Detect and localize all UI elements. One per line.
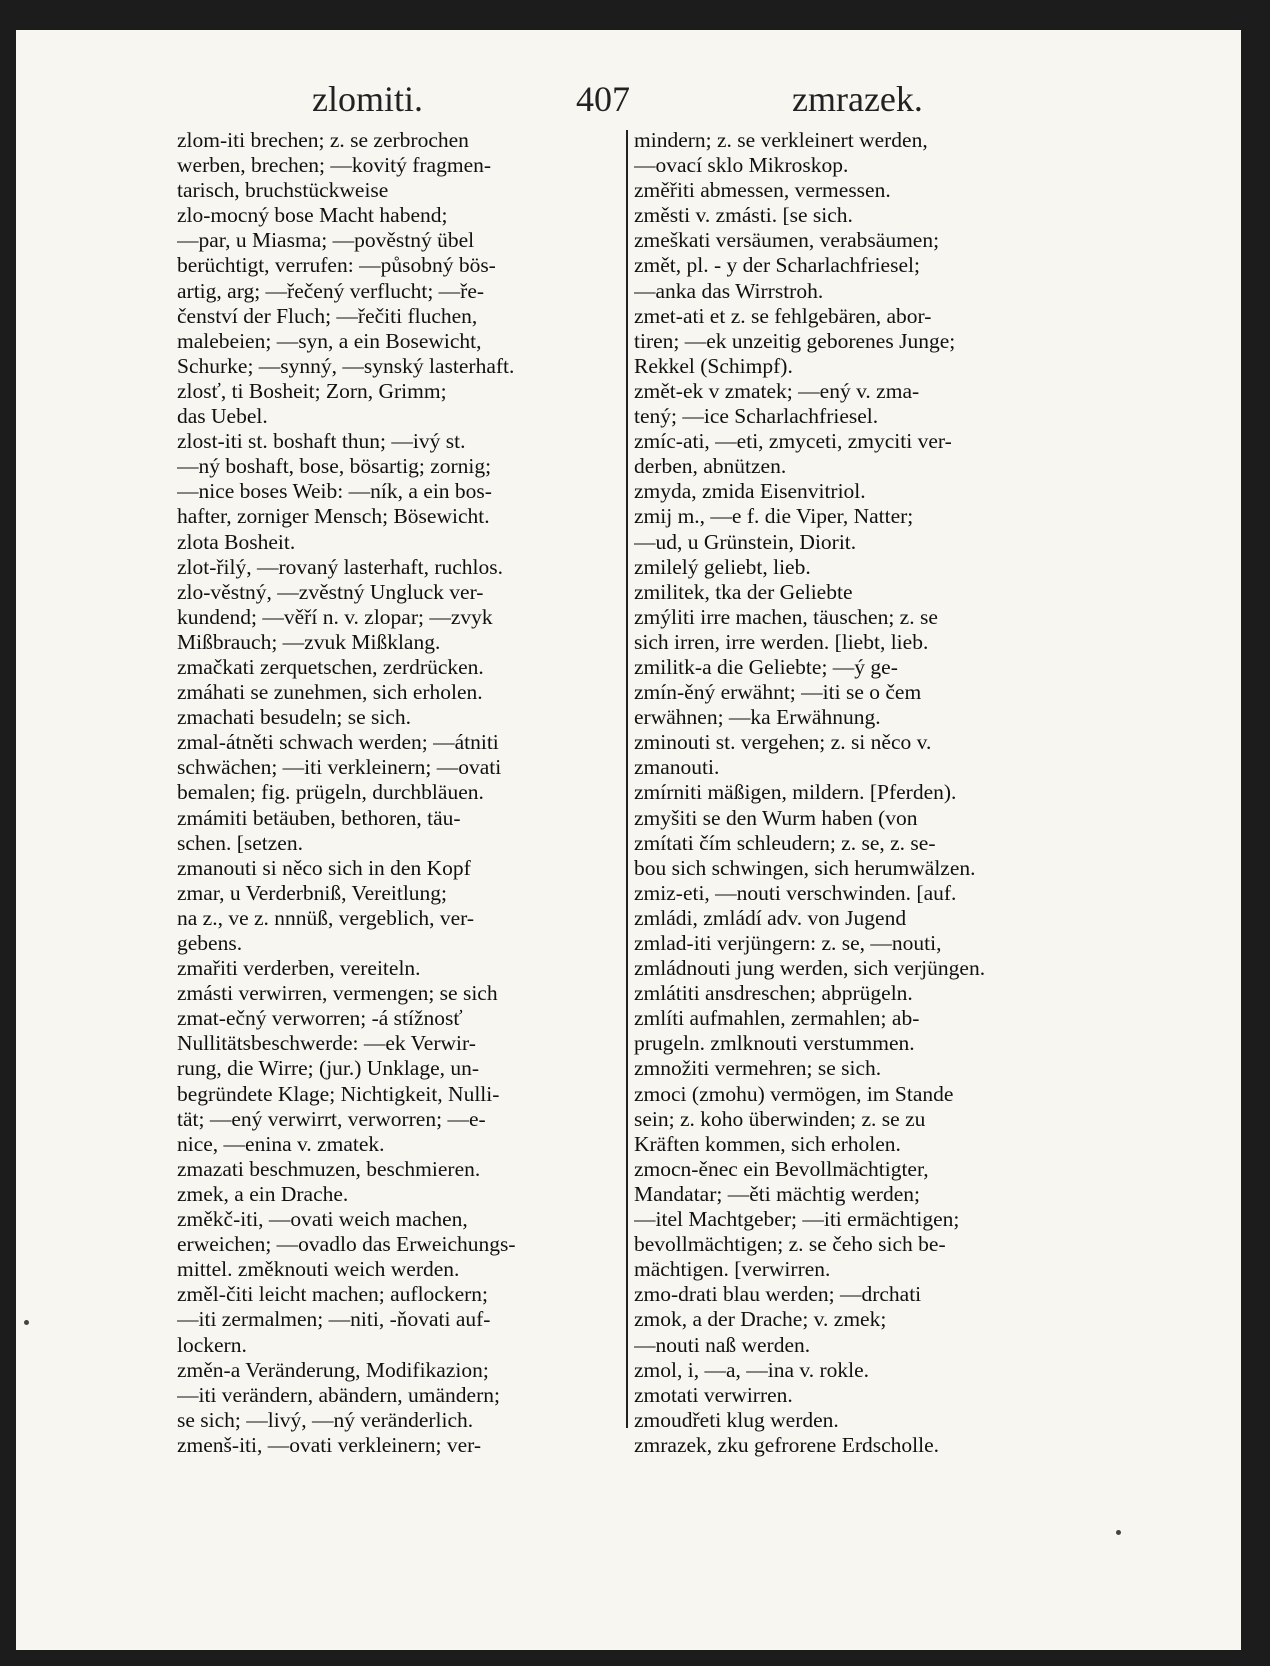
entry-line: zmařiti verderben, vereiteln. bbox=[177, 956, 421, 981]
entry-line: zmet-ati et z. se fehlgebären, abor- bbox=[634, 303, 932, 328]
entry-line: tarisch, bruchstückweise bbox=[177, 178, 389, 203]
entry-line: zmok, a der Drache; v. zmek; bbox=[634, 1307, 887, 1332]
entry-line: Kräften kommen, sich erholen. bbox=[634, 1131, 901, 1156]
entry-line: Nullitätsbeschwerde: —ek Verwir- bbox=[177, 1031, 476, 1056]
entry-line: sich irren, irre werden. [liebt, lieb. bbox=[634, 629, 929, 654]
entry-line: zmoudřeti klug werden. bbox=[634, 1407, 839, 1432]
entry-line: erwähnen; —ka Erwähnung. bbox=[634, 705, 881, 730]
page-speck bbox=[24, 1320, 29, 1325]
entry-line: begründete Klage; Nichtigkeit, Nulli- bbox=[177, 1081, 500, 1106]
entry-line: zmlad-iti verjüngern: z. se, —nouti, bbox=[634, 931, 942, 955]
entry-line: zmat-ečný verworren; -á stížnosť bbox=[177, 1006, 463, 1031]
entry-line: zlosť, ti Bosheit; Zorn, Grimm; bbox=[177, 378, 447, 403]
entry-line: zlo-mocný bose Macht habend; bbox=[177, 203, 448, 228]
entry-line: zmenš-iti, —ovati verkleinern; ver- bbox=[177, 1432, 482, 1457]
entry-line: —nouti naß werden. bbox=[634, 1332, 811, 1357]
entry-line: změt, pl. - y der Scharlachfriesel; bbox=[634, 253, 920, 278]
entry-line: —ný boshaft, bose, bösartig; zornig; bbox=[177, 454, 492, 479]
entry-line: zmeškati versäumen, verabsäumen; bbox=[634, 228, 940, 253]
entry-line: nice, —enina v. zmatek. bbox=[177, 1131, 385, 1156]
entry-line: mindern; z. se verkleinert werden, bbox=[634, 128, 928, 152]
entry-line: mächtigen. [verwirren. bbox=[634, 1257, 831, 1282]
entry-line: zmýliti irre machen, täuschen; z. se bbox=[634, 604, 938, 629]
entry-line: Mißbrauch; —zvuk Mißklang. bbox=[177, 629, 441, 654]
entry-line: zmnožiti vermehren; se sich. bbox=[634, 1056, 882, 1081]
entry-line: zmíc-ati, —eti, zmyceti, zmyciti ver- bbox=[634, 429, 952, 454]
left-column bbox=[177, 128, 639, 1458]
entry-line: zmín-ěný erwähnt; —iti se o čem bbox=[634, 680, 922, 705]
entry-line: zmásti verwirren, vermengen; se sich bbox=[177, 981, 498, 1006]
entry-line: zmek, a ein Drache. bbox=[177, 1181, 349, 1206]
entry-line: zmiz-eti, —nouti verschwinden. [auf. bbox=[634, 880, 957, 905]
entry-line: zmačkati zerquetschen, zerdrücken. bbox=[177, 654, 484, 679]
entry-line: schwächen; —iti verkleinern; —ovati bbox=[177, 755, 502, 780]
entry-line: —itel Machtgeber; —iti ermächtigen; bbox=[634, 1207, 960, 1232]
entry-line: zmítati čím schleudern; z. se, z. se- bbox=[634, 830, 936, 855]
entry-line: artig, arg; —řečený verflucht; —ře- bbox=[177, 278, 485, 303]
entry-line: bemalen; fig. prügeln, durchbläuen. bbox=[177, 780, 484, 805]
entry-line: bou sich schwingen, sich herumwälzen. bbox=[634, 855, 976, 880]
entry-line: malebeien; —syn, a ein Bosewicht, bbox=[177, 328, 482, 353]
dictionary-page bbox=[16, 30, 1241, 1650]
entry-line: změřiti abmessen, vermessen. bbox=[634, 178, 891, 203]
entry-line: na z., ve z. nnnüß, vergeblich, ver- bbox=[177, 905, 475, 930]
entry-line: zlo-věstný, —zvěstný Ungluck ver- bbox=[177, 579, 484, 604]
entry-line: Mandatar; —ěti mächtig werden; bbox=[634, 1181, 920, 1206]
entry-line: se sich; —livý, —ný veränderlich. bbox=[177, 1407, 474, 1432]
entry-line: das Uebel. bbox=[177, 404, 268, 429]
entry-line: zmar, u Verderbniß, Vereitlung; bbox=[177, 880, 448, 905]
entry-line: rung, die Wirre; (jur.) Unklage, un- bbox=[177, 1056, 480, 1081]
entry-line: —anka das Wirrstroh. bbox=[634, 278, 824, 303]
entry-line: zmyda, zmida Eisenvitriol. bbox=[634, 479, 866, 504]
page-speck bbox=[1116, 1530, 1121, 1535]
entry-line: změn-a Veränderung, Modifikazion; bbox=[177, 1357, 489, 1382]
entry-line: zmlátiti ansdreschen; abprügeln. bbox=[634, 981, 913, 1006]
entry-line: lockern. bbox=[177, 1332, 247, 1357]
entry-line: změkč-iti, —ovati weich machen, bbox=[177, 1207, 468, 1232]
entry-line: zmládi, zmládí adv. von Jugend bbox=[634, 905, 907, 930]
entry-line: zlom-iti brechen; z. se zerbrochen bbox=[177, 128, 469, 152]
entry-line: —nice boses Weib: —ník, a ein bos- bbox=[177, 479, 492, 504]
entry-line: změsti v. zmásti. [se sich. bbox=[634, 203, 853, 228]
entry-line: erweichen; —ovadlo das Erweichungs- bbox=[177, 1232, 516, 1257]
entry-line: kundend; —věří n. v. zlopar; —zvyk bbox=[177, 604, 493, 629]
entry-line: zmanouti. bbox=[634, 755, 720, 780]
entry-line: zmlíti aufmahlen, zermahlen; ab- bbox=[634, 1006, 920, 1031]
entry-line: —ud, u Grünstein, Diorit. bbox=[634, 529, 857, 554]
entry-line: schen. [setzen. bbox=[177, 830, 303, 855]
entry-line: zmáhati se zunehmen, sich erholen. bbox=[177, 680, 483, 705]
entry-line: zlot-řilý, —rovaný lasterhaft, ruchlos. bbox=[177, 554, 503, 579]
entry-line: Rekkel (Schimpf). bbox=[634, 353, 793, 378]
entry-line: změl-čiti leicht machen; auflockern; bbox=[177, 1282, 489, 1307]
entry-line: zmocn-ěnec ein Bevollmächtigter, bbox=[634, 1156, 929, 1181]
entry-line: hafter, zorniger Mensch; Bösewicht. bbox=[177, 504, 490, 529]
entry-line: zmol, i, —a, —ina v. rokle. bbox=[634, 1357, 870, 1382]
entry-line: zmilelý geliebt, lieb. bbox=[634, 554, 811, 579]
entry-line: zmanouti si něco sich in den Kopf bbox=[177, 855, 471, 880]
entry-line: zminouti st. vergehen; z. si něco v. bbox=[634, 730, 932, 755]
header-first-entry: zlomiti. bbox=[312, 79, 423, 119]
entry-line: derben, abnützen. bbox=[634, 454, 787, 479]
entry-line: werben, brechen; —kovitý fragmen- bbox=[177, 153, 492, 178]
entry-line: zmo-drati blau werden; —drchati bbox=[634, 1282, 922, 1307]
entry-line: zmilitek, tka der Geliebte bbox=[634, 579, 853, 604]
entry-line: tät; —ený verwirrt, verworren; —e- bbox=[177, 1106, 486, 1131]
entry-line: —ovací sklo Mikroskop. bbox=[634, 153, 849, 178]
entry-line: zmoci (zmohu) vermögen, im Stande bbox=[634, 1081, 954, 1106]
entry-line: Schurke; —synný, —synský lasterhaft. bbox=[177, 353, 515, 378]
entry-line: —iti verändern, abändern, umändern; bbox=[177, 1382, 500, 1407]
entry-line: sein; z. koho überwinden; z. se zu bbox=[634, 1106, 926, 1131]
entry-line: berüchtigt, verrufen: —působný bös- bbox=[177, 253, 496, 278]
entry-line: gebens. bbox=[177, 931, 243, 955]
right-column bbox=[634, 128, 1096, 1458]
entry-line: zmírniti mäßigen, mildern. [Pferden). bbox=[634, 780, 957, 805]
entry-line: zmládnouti jung werden, sich verjüngen. bbox=[634, 956, 986, 981]
entry-line: tený; —ice Scharlachfriesel. bbox=[634, 404, 879, 429]
column-divider bbox=[626, 130, 628, 1428]
page-header bbox=[16, 78, 1241, 128]
entry-line: zmámiti betäuben, bethoren, täu- bbox=[177, 805, 461, 830]
entry-line: změt-ek v zmatek; —ený v. zma- bbox=[634, 378, 920, 403]
entry-line: bevollmächtigen; z. se čeho sich be- bbox=[634, 1232, 946, 1257]
entry-line: mittel. změknouti weich werden. bbox=[177, 1257, 460, 1282]
page-number: 407 bbox=[576, 79, 630, 119]
entry-line: —iti zermalmen; —niti, -ňovati auf- bbox=[177, 1307, 491, 1332]
entry-line: zmazati beschmuzen, beschmieren. bbox=[177, 1156, 481, 1181]
entry-line: tiren; —ek unzeitig geborenes Junge; bbox=[634, 328, 956, 353]
entry-line: zlost-iti st. boshaft thun; —ivý st. bbox=[177, 429, 466, 454]
entry-line: —par, u Miasma; —pověstný übel bbox=[177, 228, 475, 253]
entry-line: zmachati besudeln; se sich. bbox=[177, 705, 412, 730]
entry-line: zmrazek, zku gefrorene Erdscholle. bbox=[634, 1432, 940, 1457]
entry-line: zlota Bosheit. bbox=[177, 529, 296, 554]
entry-line: zmal-átněti schwach werden; —átniti bbox=[177, 730, 499, 755]
entry-line: zmyšiti se den Wurm haben (von bbox=[634, 805, 918, 830]
entry-line: prugeln. zmlknouti verstummen. bbox=[634, 1031, 915, 1056]
header-last-entry: zmrazek. bbox=[792, 79, 923, 119]
entry-line: zmij m., —e f. die Viper, Natter; bbox=[634, 504, 914, 529]
entry-line: zmotati verwirren. bbox=[634, 1382, 793, 1407]
entry-line: čenství der Fluch; —řečiti fluchen, bbox=[177, 303, 478, 328]
entry-line: zmilitk-a die Geliebte; —ý ge- bbox=[634, 654, 898, 679]
